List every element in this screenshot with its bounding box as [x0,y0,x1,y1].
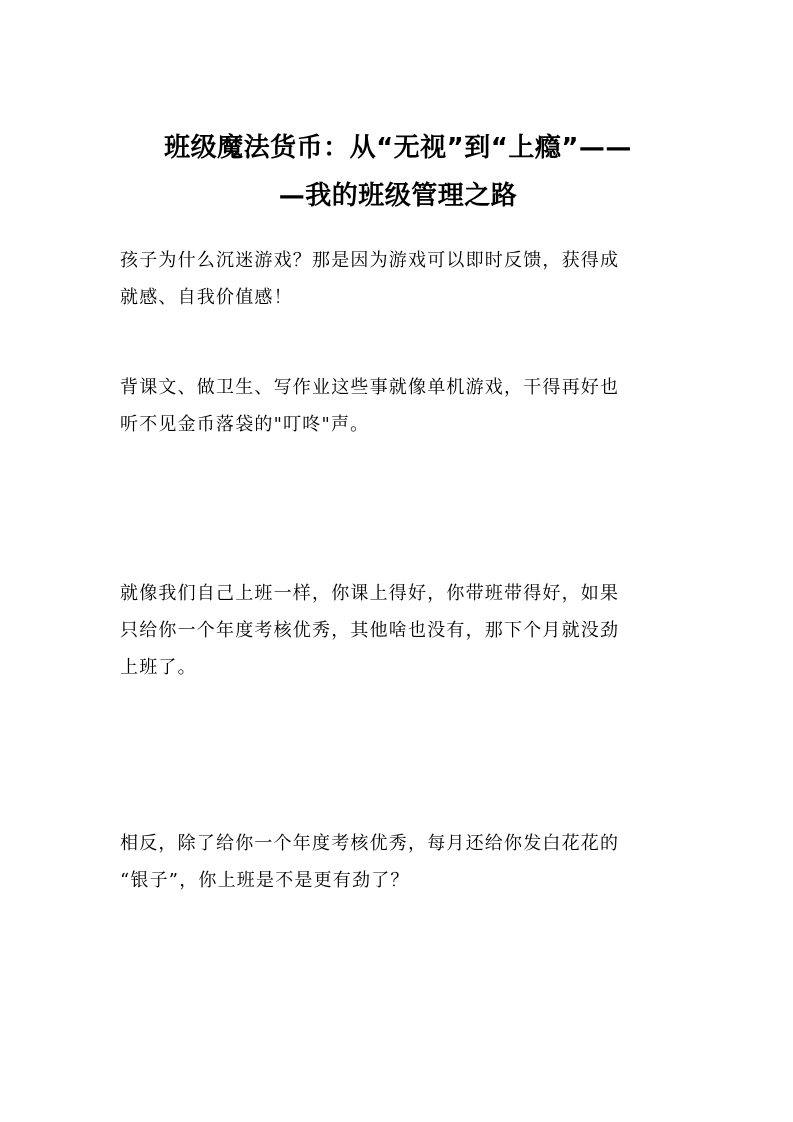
paragraph-line: “银子”，你上班是不是更有劲了？ [120,870,410,891]
paragraph-line: 就像我们自己上班一样，你课上得好，你带班带得好，如果 [120,583,620,604]
paragraph-line: 相反，除了给你一个年度考核优秀，每月还给你发白花花的 [120,833,620,854]
paragraph-games-feedback [120,242,676,316]
paragraph-work-analogy [120,575,676,686]
title-line: 班级魔法货币：从“无视”到“上瘾”—— [164,133,632,163]
paragraph-line: 背课文、做卫生、写作业这些事就像单机游戏，干得再好也 [120,377,620,398]
paragraph-line: 就感、自我价值感！ [120,287,293,308]
paragraph-single-player [120,369,676,443]
document-title [118,124,678,220]
paragraph-line: 听不见金币落袋的"叮咚"声。 [120,414,370,435]
paragraph-line: 上班了。 [120,657,197,678]
paragraph-silver-reward [120,825,676,899]
paragraph-line: 只给你一个年度考核优秀，其他啥也没有，那下个月就没劲 [120,620,620,641]
title-line: —我的班级管理之路 [278,181,518,211]
paragraph-line: 孩子为什么沉迷游戏？那是因为游戏可以即时反馈，获得成 [120,250,620,271]
